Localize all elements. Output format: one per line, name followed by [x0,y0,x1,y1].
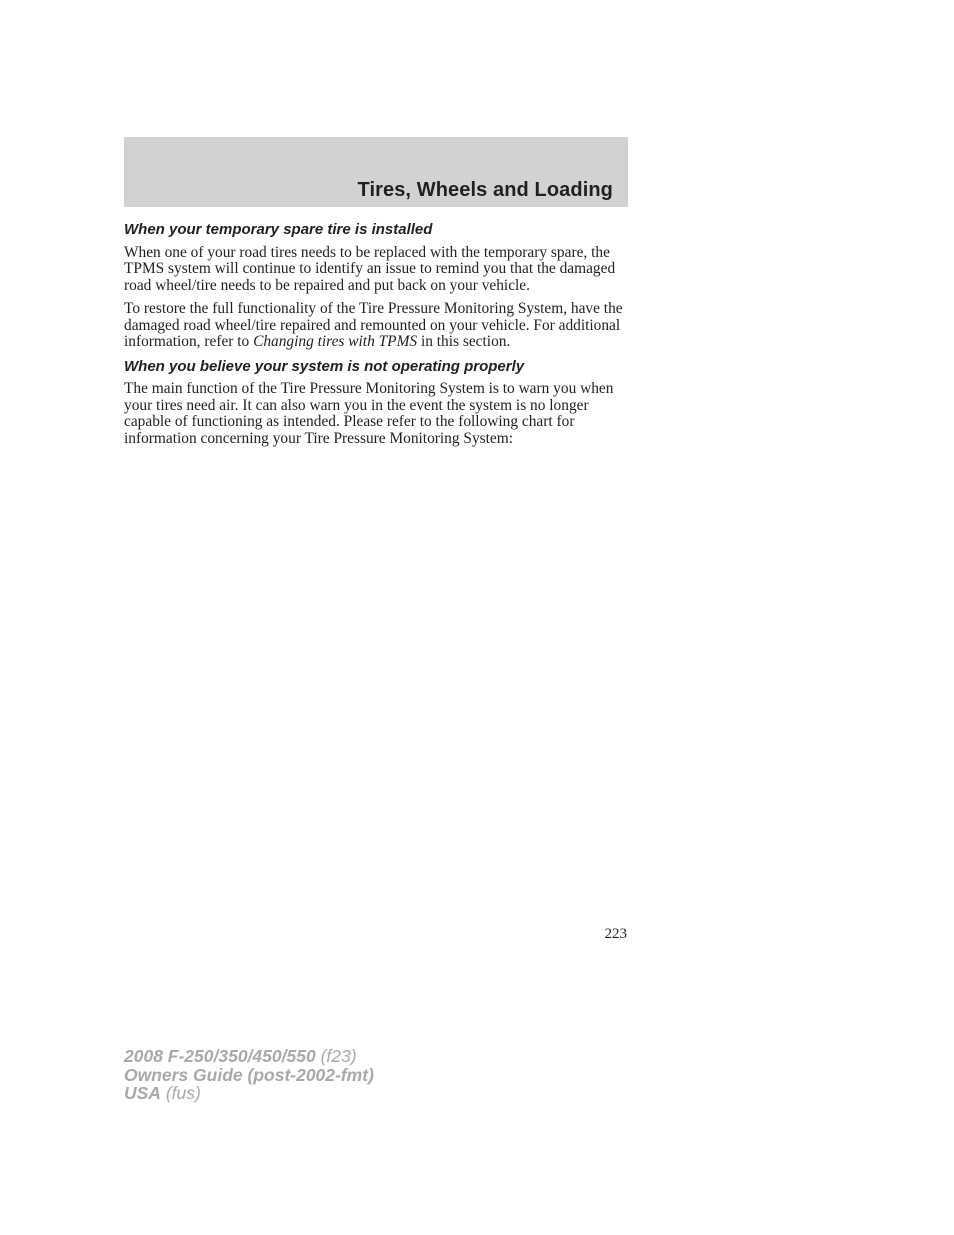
page-content [124,220,630,447]
paragraph-temporary-spare: When one of your road tires needs to be replaced with the temporary spare, the TPMS system will continue to identify an issue to remind you that the damaged road wheel/tire needs to be repaired and put back on your vehicle. [124,244,616,294]
subheading-temporary-spare: When your temporary spare tire is installed [124,221,433,238]
paragraph-restore-text-start: To restore the full functionality of the Tire Pressure Monitoring System, have the damaged road wheel/tire repaired and remounted on your vehicle. For additional information, refer to [124,300,623,351]
footer-model-code: (f23) [320,1046,357,1066]
footer-model: 2008 F-250/350/450/550 [124,1046,316,1066]
footer-market-line [124,1084,524,1103]
page-number: 223 [604,926,627,942]
footer-guide-line: Owners Guide (post-2002-fmt) [124,1064,374,1085]
section-title: Tires, Wheels and Loading [357,179,613,201]
cross-reference-changing-tires: Changing tires with TPMS [253,333,418,351]
subheading-not-operating-properly: When you believe your system is not operating properly [124,358,525,376]
paragraph-restore-text-end: in this section. [417,333,511,351]
paragraph-main-function: The main function of the Tire Pressure Monitoring System is to warn you when your tires need air. It can also warn you in the event the system is no longer capable of functioning as intended. Please refer to the following chart for information concerning your Tire Pressure Monitoring System: [124,380,614,447]
footer-market-code: (fus) [165,1083,201,1103]
document-footer [124,1047,524,1103]
section-header-band [124,137,628,207]
footer-market: USA [124,1083,161,1103]
paragraph-restore-functionality [124,301,630,350]
footer-model-line [124,1047,524,1066]
